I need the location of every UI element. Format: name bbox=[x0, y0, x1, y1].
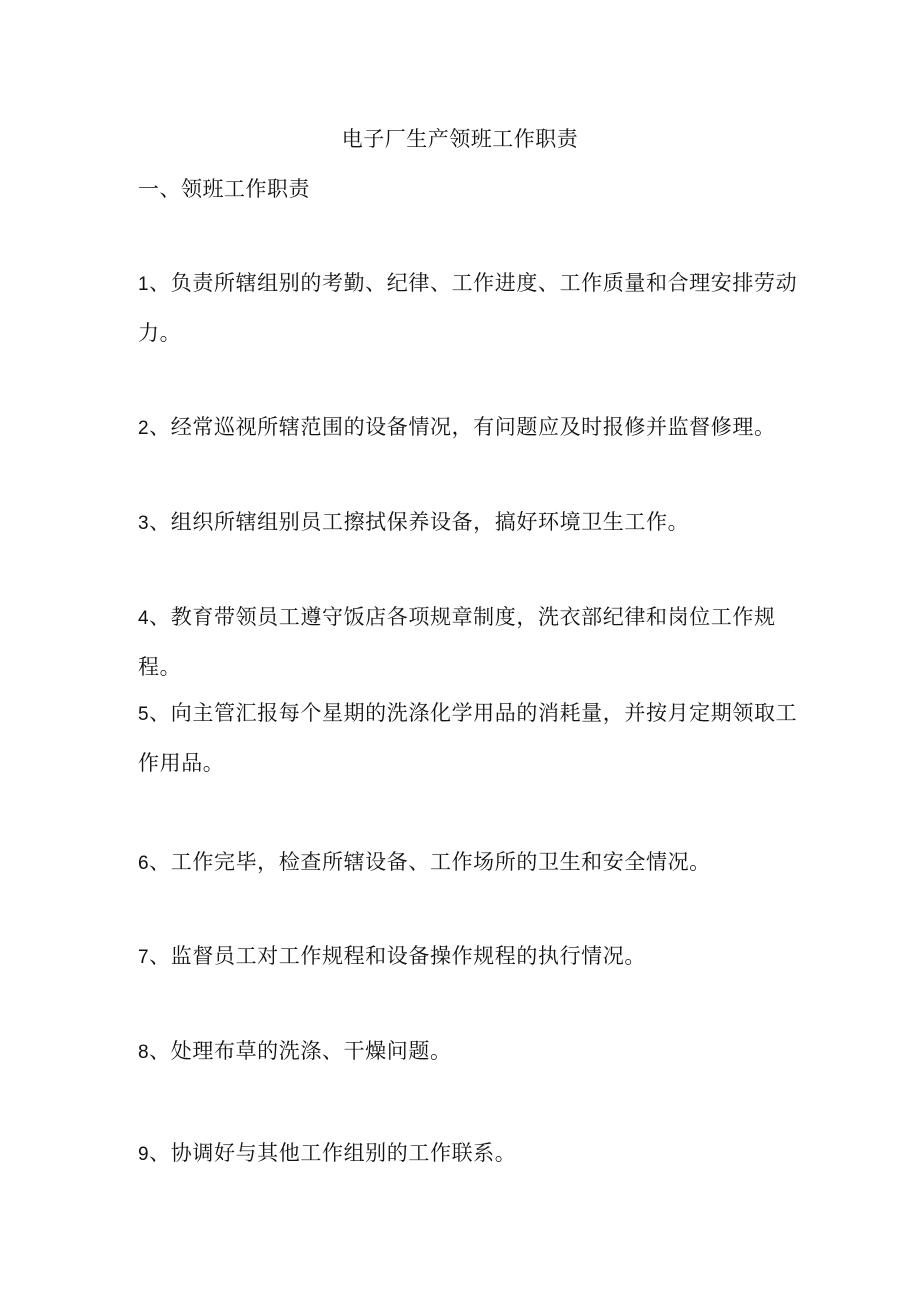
duty-text: 、协调好与其他工作组别的工作联系。 bbox=[149, 1141, 517, 1165]
duty-number: 7 bbox=[138, 947, 150, 968]
duty-item-8 bbox=[138, 1027, 798, 1077]
duty-text: 、工作完毕，检查所辖设备、工作场所的卫生和安全情况。 bbox=[149, 850, 711, 874]
duty-text: 、经常巡视所辖范围的设备情况，有问题应及时报修并监督修理。 bbox=[149, 415, 776, 439]
duty-item-9 bbox=[138, 1129, 798, 1179]
section-heading: 一、领班工作职责 bbox=[138, 177, 310, 201]
duty-text: 、组织所辖组别员工擦拭保养设备，搞好环境卫生工作。 bbox=[149, 510, 690, 534]
duty-text: 、向主管汇报每个星期的洗涤化学用品的消耗量，并按月定期领取工作用品。 bbox=[138, 701, 798, 775]
duty-number: 9 bbox=[138, 1144, 150, 1165]
duty-number: 1 bbox=[138, 274, 150, 295]
duty-text: 、负责所辖组别的考勤、纪律、工作进度、工作质量和合理安排劳动力。 bbox=[138, 271, 798, 345]
duty-number: 5 bbox=[138, 704, 150, 725]
duty-item-7 bbox=[138, 932, 798, 982]
duty-number: 3 bbox=[138, 513, 150, 534]
duty-number: 2 bbox=[138, 418, 150, 439]
document-title: 电子厂生产领班工作职责 bbox=[341, 127, 579, 151]
duty-item-1 bbox=[138, 259, 798, 357]
duty-item-3 bbox=[138, 498, 798, 548]
duty-number: 4 bbox=[138, 608, 150, 629]
duty-text: 、监督员工对工作规程和设备操作规程的执行情况。 bbox=[149, 944, 646, 968]
duty-item-6 bbox=[138, 838, 798, 888]
duty-text: 、教育带领员工遵守饭店各项规章制度，洗衣部纪律和岗位工作规程。 bbox=[138, 605, 776, 679]
duty-number: 8 bbox=[138, 1042, 150, 1063]
duty-item-2 bbox=[138, 403, 798, 453]
duty-item-5 bbox=[138, 689, 798, 787]
duty-item-4 bbox=[138, 593, 798, 691]
duty-text: 、处理布草的洗涤、干燥问题。 bbox=[149, 1039, 452, 1063]
duty-number: 6 bbox=[138, 853, 150, 874]
